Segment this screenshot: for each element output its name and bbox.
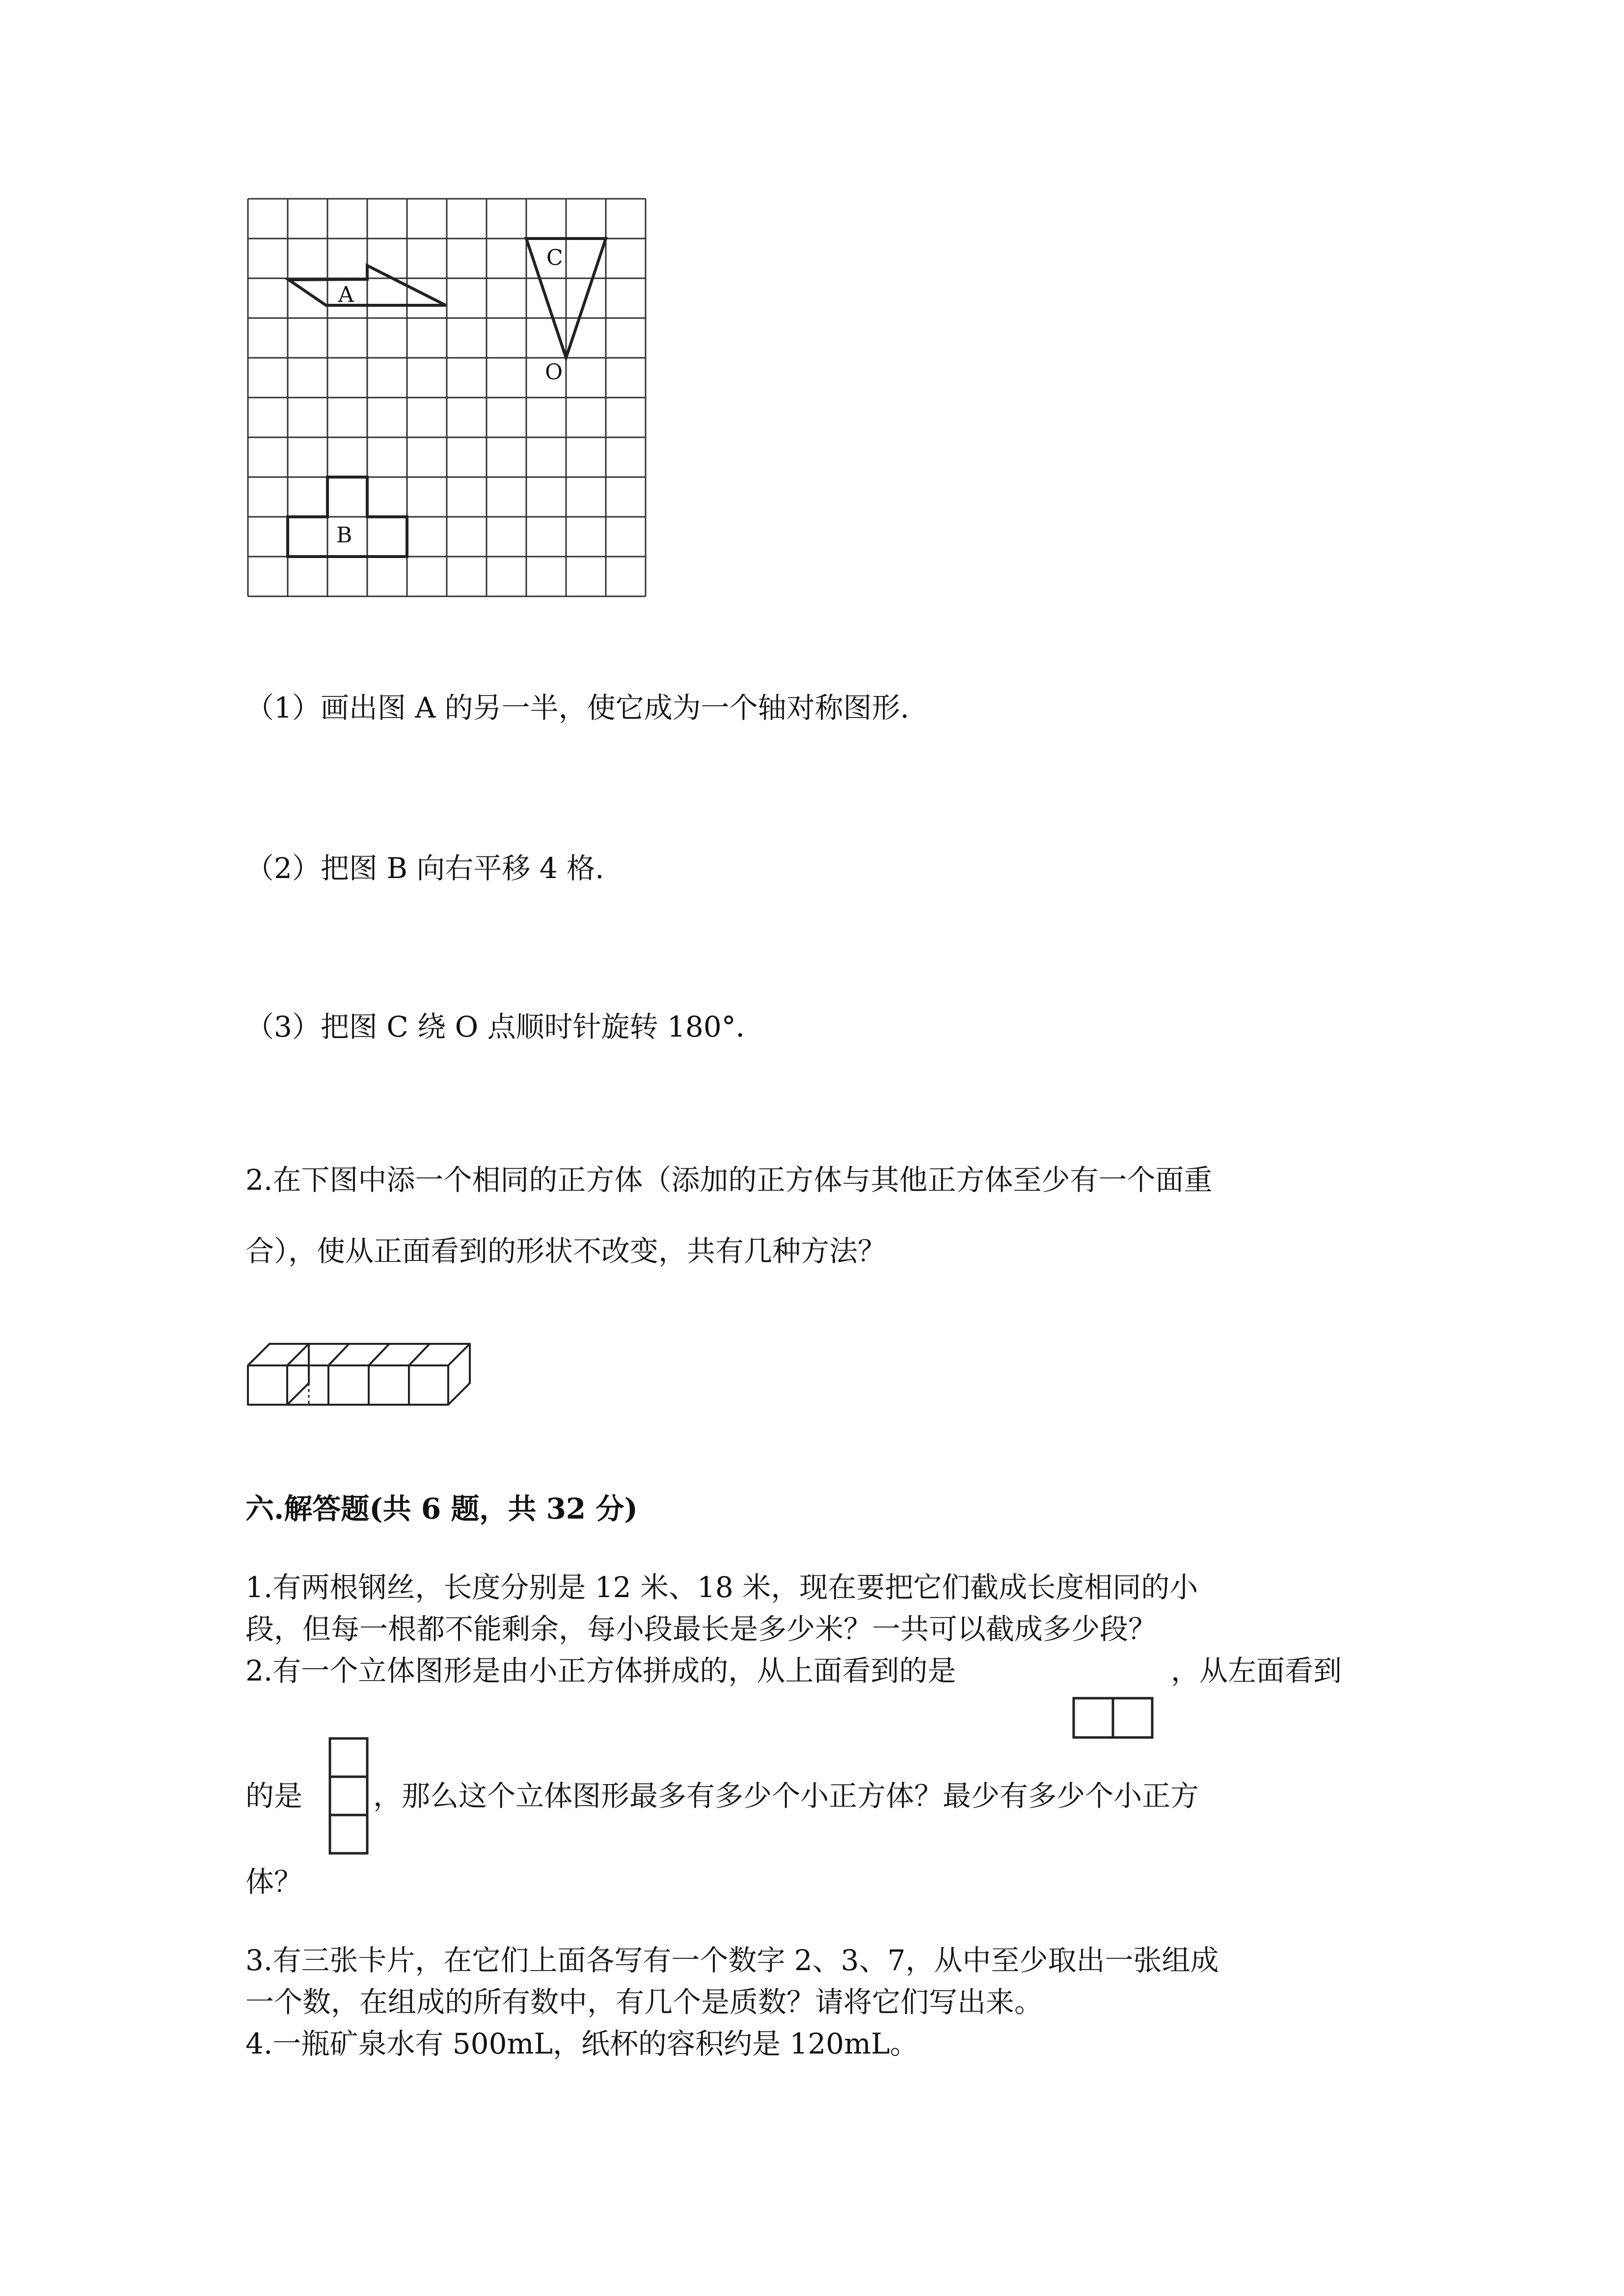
label-o: O (545, 360, 563, 385)
top-view-cell-1 (1074, 1698, 1113, 1737)
label-b: B (336, 523, 352, 548)
top-view-figure (1073, 1697, 1156, 1739)
q1-part2: （2）把图 B 向右平移 4 格. (245, 852, 604, 885)
left-view-cell-3 (330, 1815, 367, 1853)
p2-part4: ，那么这个立体图形最多有多少个小正方体？最少有多少个小正方 (373, 1779, 1199, 1813)
p1-line2: 段，但每一根都不能剩余，每小段最长是多少米？一共可以截成多少段？ (245, 1612, 1157, 1646)
label-c: C (546, 245, 563, 270)
left-view-cell-2 (330, 1777, 367, 1815)
p3-line1: 3.有三张卡片，在它们上面各写有一个数字 2、3、7，从中至少取出一张组成 (245, 1944, 1219, 1977)
p1-line1: 1.有两根钢丝，长度分别是 12 米、18 米，现在要把它们截成长度相同的小 (245, 1571, 1198, 1604)
cube-row-side (448, 1344, 470, 1405)
q1-part1: （1）画出图 A 的另一半，使它成为一个轴对称图形. (245, 691, 910, 724)
p2-part2: ，从左面看到 (1171, 1654, 1342, 1687)
p2-part3: 的是 (245, 1779, 303, 1813)
grid-figure (248, 199, 646, 596)
label-a: A (338, 282, 354, 307)
cube-row-top (248, 1344, 470, 1365)
p3-line2: 一个数，在组成的所有数中，有几个是质数？请将它们写出来。 (245, 1985, 1043, 2019)
q2-line1: 2.在下图中添一个相同的正方体（添加的正方体与其他正方体至少有一个面重 (245, 1163, 1213, 1197)
left-view-figure (329, 1737, 371, 1860)
section6-title: 六.解答题(共 6 题，共 32 分) (245, 1492, 638, 1525)
p2-part5: 体？ (245, 1865, 303, 1898)
q2-line2: 合），使从正面看到的形状不改变，共有几种方法？ (245, 1234, 887, 1268)
left-view-cell-1 (330, 1738, 367, 1777)
p4-line1: 4.一瓶矿泉水有 500mL，纸杯的容积约是 120mL。 (245, 2027, 919, 2060)
p2-part1: 2.有一个立体图形是由小正方体拼成的，从上面看到的是 (245, 1654, 956, 1687)
grid-lines (248, 199, 646, 596)
top-view-cell-2 (1113, 1698, 1152, 1737)
cube-row-figure (248, 1344, 479, 1413)
cube-front-face (248, 1365, 287, 1405)
cube-row-back (287, 1344, 448, 1405)
q1-part3: （3）把图 C 绕 O 点顺时针旋转 180°． (245, 1010, 764, 1043)
